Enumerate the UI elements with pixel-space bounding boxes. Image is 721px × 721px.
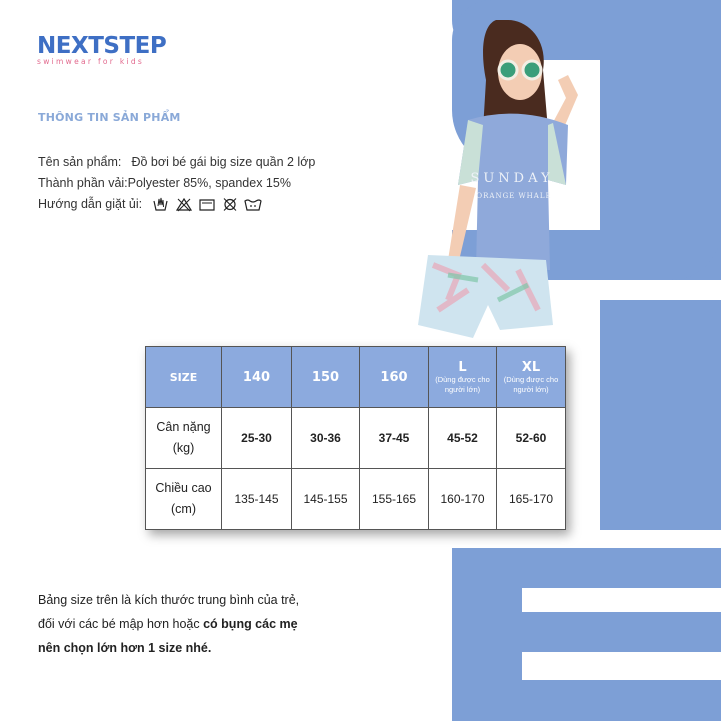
header-xl: XL (Dùng được cho người lớn)	[497, 347, 566, 408]
weight-cell: 52-60	[497, 408, 566, 469]
material-row	[38, 176, 291, 190]
height-cell: 155-165	[360, 469, 429, 530]
note-line3: nên chọn lớn hơn 1 size nhé.	[38, 641, 212, 655]
header-size: SIZE	[146, 347, 222, 408]
shirt-text-line1: SUNDAY	[470, 171, 554, 186]
height-cell: 135-145	[222, 469, 292, 530]
header-l-note: (Dùng được cho người lớn)	[435, 374, 490, 394]
product-name-value: Đồ bơi bé gái big size quần 2 lớp	[131, 155, 316, 169]
header-l: L (Dùng được cho người lớn)	[429, 347, 497, 408]
height-label: Chiều cao (cm)	[146, 469, 222, 530]
material-value: Polyester 85%, spandex 15%	[127, 176, 291, 190]
height-cell: 160-170	[429, 469, 497, 530]
product-name-label: Tên sản phẩm:	[38, 155, 122, 169]
tumble-dry-icon	[198, 197, 216, 212]
product-photo	[388, 20, 588, 340]
weight-cell: 37-45	[360, 408, 429, 469]
size-table	[145, 346, 566, 530]
weight-cell: 45-52	[429, 408, 497, 469]
care-label: Hướng dẫn giặt ủi:	[38, 197, 143, 211]
note-emphasis: có bụng các mẹ	[203, 617, 298, 631]
wash-30-icon	[244, 197, 262, 212]
note-line1: Bảng size trên là kích thước trung bình của trẻ,	[38, 593, 300, 607]
care-row	[38, 197, 262, 212]
section-title: THÔNG TIN SẢN PHẨM	[38, 111, 181, 124]
note-line2: đối với các bé mập hơn hoặc có bụng các mẹ	[38, 617, 298, 631]
brand-name: NEXTSTEP	[37, 33, 167, 59]
header-xl-note: (Dùng được cho người lớn)	[503, 374, 559, 394]
header-140: 140	[222, 347, 292, 408]
table-header-row	[146, 347, 566, 408]
weight-cell: 30-36	[292, 408, 360, 469]
brand-tagline: swimwear for kids	[37, 57, 145, 66]
header-160: 160	[360, 347, 429, 408]
size-advice-note	[38, 588, 299, 660]
height-cell: 145-155	[292, 469, 360, 530]
weight-cell: 25-30	[222, 408, 292, 469]
shirt-text-line2: ORANGE WHALE	[476, 192, 552, 200]
no-dry-clean-icon	[221, 197, 239, 212]
weight-label: Cân nặng (kg)	[146, 408, 222, 469]
table-row	[146, 469, 566, 530]
height-cell: 165-170	[497, 469, 566, 530]
table-row	[146, 408, 566, 469]
no-bleach-icon	[175, 197, 193, 212]
header-150: 150	[292, 347, 360, 408]
hand-wash-icon	[152, 197, 170, 212]
brand-logo	[37, 33, 166, 66]
material-label: Thành phần vải:	[38, 176, 128, 190]
care-icons	[152, 197, 262, 212]
product-name-row	[38, 155, 315, 169]
